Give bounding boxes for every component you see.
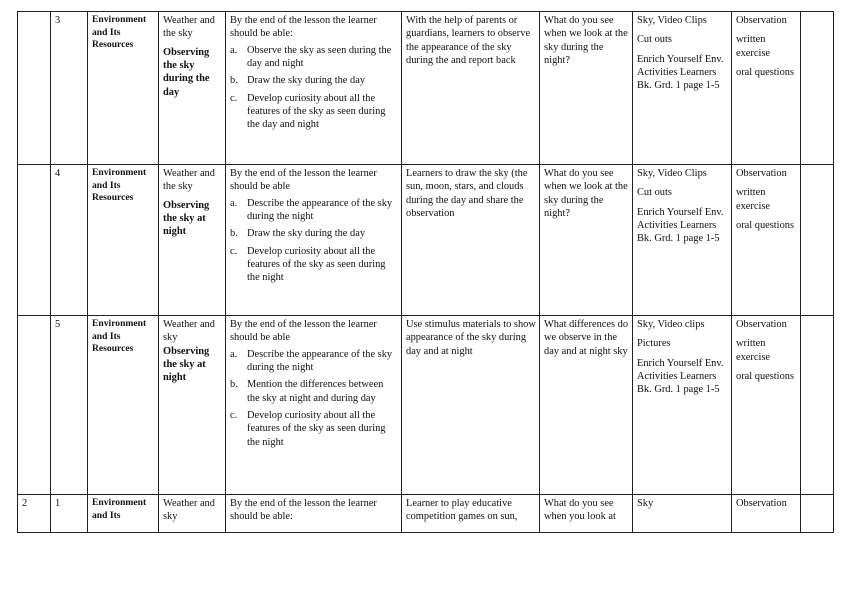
resource-item: Cut outs — [637, 187, 672, 199]
table-row — [18, 495, 834, 533]
lesson-cell: 3 — [51, 12, 88, 165]
learning-experiences-cell: Learner to play educative competition games on sun, — [402, 495, 540, 533]
sub-strand-title: Observing the sky during the day — [163, 46, 210, 98]
learning-experiences-cell: With the help of parents or guardians, learners to observe the appearance of the sky during the and report back — [402, 12, 540, 165]
assessment-cell — [732, 495, 801, 533]
list-item: c. Develop curiosity about all the features of the sky as seen during the night — [230, 245, 386, 284]
inquiry-question-cell: What differences do we observe in the day and at night sky — [540, 316, 633, 495]
outcome-intro: By the end of the lesson the learner should be able — [230, 319, 377, 344]
assessment-item: oral questions — [736, 219, 795, 231]
outcome-intro: By the end of the lesson the learner should be able: — [230, 498, 377, 523]
strand-cell: Environment and Its Resources — [88, 316, 159, 495]
assessment-item: Observation — [736, 319, 787, 330]
outcome-list — [230, 197, 398, 285]
strand-cell: Environment and Its Resources — [88, 12, 159, 165]
resource-item: Pictures — [637, 338, 671, 350]
list-item: b. Draw the sky during the day — [230, 75, 366, 87]
inquiry-question-cell: What do you see when we look at the sky during the night? — [540, 165, 633, 316]
assessment-item: oral questions — [736, 370, 795, 382]
sub-strand-cell — [159, 316, 226, 495]
assessment-item: Observation — [736, 15, 787, 26]
resource-item: Sky, Video Clips — [637, 168, 707, 179]
sub-strand-title: Observing the sky at night — [163, 345, 210, 384]
resource-item: Enrich Yourself Env. Activities Learners Bk. Grd. 1 page 1-5 — [637, 53, 724, 92]
list-item: b. Draw the sky during the day — [230, 228, 366, 240]
lesson-cell: 1 — [51, 495, 88, 533]
learning-outcomes-cell — [226, 165, 402, 316]
list-item: b. Mention the differences between the sky at night and during day — [230, 379, 384, 404]
list-item: a. Observe the sky as seen during the day and night — [230, 44, 392, 69]
assessment-item: Observation — [736, 168, 787, 179]
resources-cell — [633, 495, 732, 533]
resource-item: Enrich Yourself Env. Activities Learners Bk. Grd. 1 page 1-5 — [637, 357, 724, 396]
assessment-cell — [732, 12, 801, 165]
lesson-cell: 4 — [51, 165, 88, 316]
sub-strand-text: Weather and sky — [163, 498, 215, 523]
assessment-item: written exercise — [736, 187, 771, 212]
week-cell: 2 — [18, 495, 51, 533]
list-item: c. Develop curiosity about all the features of the sky as seen during the night — [230, 409, 386, 448]
outcome-intro: By the end of the lesson the learner should be able — [230, 168, 377, 193]
resource-item: Enrich Yourself Env. Activities Learners Bk. Grd. 1 page 1-5 — [637, 206, 724, 245]
resources-cell — [633, 165, 732, 316]
learning-outcomes-cell — [226, 12, 402, 165]
resource-item: Sky, Video Clips — [637, 15, 707, 26]
week-cell — [18, 316, 51, 495]
sub-strand-text: Weather and the sky — [163, 168, 215, 193]
sub-strand-cell — [159, 495, 226, 533]
remarks-cell — [801, 12, 834, 165]
resource-item: Sky, Video clips — [637, 319, 705, 330]
inquiry-question-cell: What do you see when we look at the sky during the night? — [540, 12, 633, 165]
list-item: c. Develop curiosity about all the features of the sky as seen during the day and night — [230, 92, 386, 131]
week-cell — [18, 12, 51, 165]
sub-strand-text: Weather and the sky — [163, 15, 215, 40]
strand-cell: Environment and Its Resources — [88, 165, 159, 316]
outcome-list — [230, 44, 398, 132]
table-row — [18, 165, 834, 316]
learning-outcomes-cell — [226, 316, 402, 495]
remarks-cell — [801, 165, 834, 316]
assessment-item: oral questions — [736, 66, 795, 78]
resources-cell — [633, 12, 732, 165]
resource-item: Sky — [637, 498, 654, 509]
remarks-cell — [801, 316, 834, 495]
assessment-item: written exercise — [736, 338, 771, 363]
sub-strand-text: Weather and sky — [163, 319, 215, 344]
table-row — [18, 316, 834, 495]
learning-outcomes-cell — [226, 495, 402, 533]
sub-strand-cell — [159, 165, 226, 316]
outcome-intro: By the end of the lesson the learner should be able: — [230, 15, 377, 40]
strand-cell: Environment and Its — [88, 495, 159, 533]
inquiry-question-cell: What do you see when you look at — [540, 495, 633, 533]
learning-experiences-cell: Use stimulus materials to show appearance of the sky during day and at night — [402, 316, 540, 495]
list-item: a. Describe the appearance of the sky during the night — [230, 197, 393, 222]
assessment-item: written exercise — [736, 34, 771, 59]
remarks-cell — [801, 495, 834, 533]
resources-cell — [633, 316, 732, 495]
table-row — [18, 12, 834, 165]
lesson-cell: 5 — [51, 316, 88, 495]
assessment-cell — [732, 316, 801, 495]
list-item: a. Describe the appearance of the sky during the night — [230, 348, 393, 373]
resource-item: Cut outs — [637, 34, 672, 46]
week-cell — [18, 165, 51, 316]
scheme-of-work-table — [17, 11, 834, 533]
sub-strand-cell — [159, 12, 226, 165]
learning-experiences-cell: Learners to draw the sky (the sun, moon, stars, and clouds during the day and share the observation — [402, 165, 540, 316]
assessment-item: Observation — [736, 498, 787, 509]
sub-strand-title: Observing the sky at night — [163, 199, 210, 238]
outcome-list — [230, 348, 398, 449]
assessment-cell — [732, 165, 801, 316]
